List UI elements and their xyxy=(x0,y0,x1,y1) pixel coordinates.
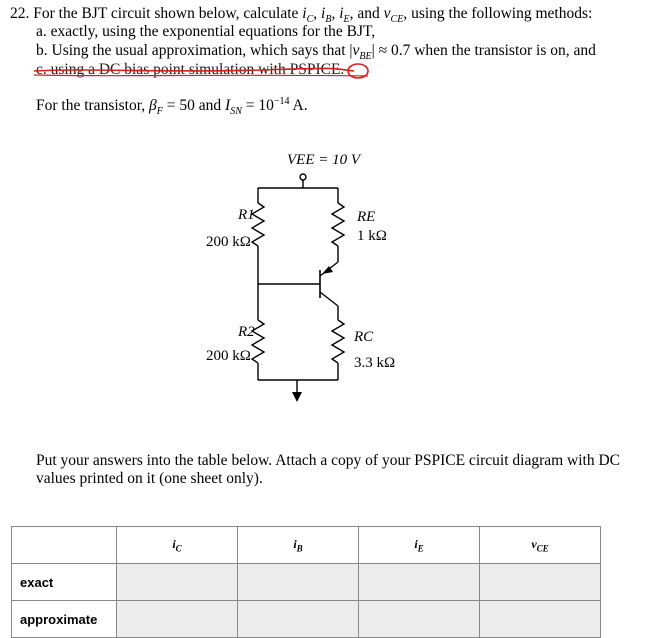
header-vce: $v_{CE}$ xyxy=(480,527,601,564)
table-row xyxy=(12,601,601,638)
r1-name: R1 xyxy=(238,207,255,223)
re-resistor xyxy=(332,203,344,246)
problem-number: 22. xyxy=(10,5,30,22)
table-row xyxy=(12,564,601,601)
cell-exact-ie[interactable] xyxy=(359,564,480,601)
instructions-line-2: values printed on it (one sheet only). xyxy=(36,470,263,487)
part-a: a. exactly, using the exponential equations for the BJT, xyxy=(36,23,376,40)
header-ic: $i_C$ xyxy=(117,527,238,564)
answer-table xyxy=(11,526,601,638)
row-label-exact: exact xyxy=(12,564,117,601)
cell-approx-vce[interactable] xyxy=(480,601,601,638)
header-ib: $i_B$ xyxy=(238,527,359,564)
rc-value: 3.3 kΩ xyxy=(354,355,396,371)
part-b: b. Using the usual approximation, which says that $|v_{BE}| \approx 0.7$ when the transistor is on, and xyxy=(36,42,596,63)
given-line: For the transistor, $\beta_F = 50$ and $I_{SN} = 10^{-14}$ A. xyxy=(36,96,308,118)
rc-resistor xyxy=(332,320,344,363)
cell-exact-vce[interactable] xyxy=(480,564,601,601)
re-value: 1 kΩ xyxy=(357,228,387,244)
vee-label: VEE = 10 V xyxy=(287,152,361,168)
cell-approx-ie[interactable] xyxy=(359,601,480,638)
cell-approx-ib[interactable] xyxy=(238,601,359,638)
row-label-approximate: approximate xyxy=(12,601,117,638)
ground-icon xyxy=(292,392,302,402)
header-corner xyxy=(12,527,117,564)
r1-value: 200 kΩ xyxy=(206,234,251,250)
cell-exact-ib[interactable] xyxy=(238,564,359,601)
re-name: RE xyxy=(357,209,376,225)
r2-name: R2 xyxy=(238,324,255,340)
part-c: c. using a DC bias point simulation with PSPICE. xyxy=(36,61,345,78)
table-header-row xyxy=(12,527,601,564)
header-ie: $i_E$ xyxy=(359,527,480,564)
instructions-line-1: Put your answers into the table below. Attach a copy of your PSPICE circuit diagram with DC xyxy=(36,452,621,469)
cell-exact-ic[interactable] xyxy=(117,564,238,601)
problem-line-1: 22. For the BJT circuit shown below, calculate $i_C$, $i_B$, $i_E$, and $v_{CE}$, using the following methods: xyxy=(10,5,593,26)
r2-value: 200 kΩ xyxy=(206,348,251,364)
cell-approx-ic[interactable] xyxy=(117,601,238,638)
rc-name: RC xyxy=(354,329,374,345)
vee-terminal xyxy=(300,174,306,180)
